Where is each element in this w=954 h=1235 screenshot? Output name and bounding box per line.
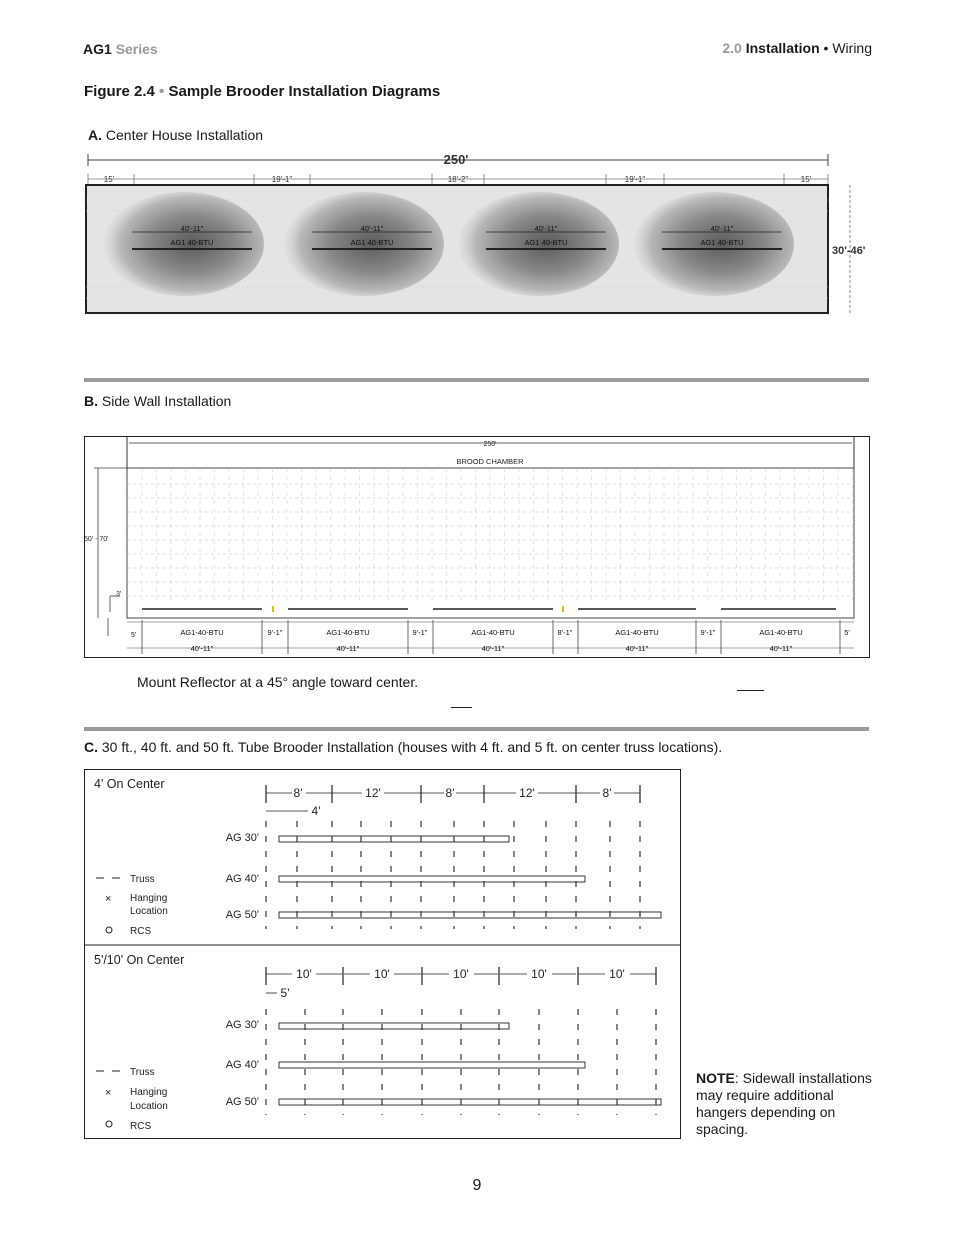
dim-label: 12'	[519, 786, 535, 800]
gap-label: 9'-1"	[412, 628, 428, 637]
segment-label: 19'-1"	[624, 175, 646, 184]
section-divider	[84, 727, 869, 731]
panel-2-title: 5'/10' On Center	[94, 953, 185, 967]
hanging-icon: ×	[105, 1087, 112, 1099]
diagram-c-caption	[84, 739, 722, 755]
section-subname: Wiring	[832, 40, 872, 56]
diagram-a-letter: A.	[88, 127, 102, 143]
brooder-label: AG1-40-BTU	[471, 628, 515, 637]
row-label: AG 30'	[225, 832, 259, 844]
segment-label: 15'	[800, 175, 812, 184]
row-label: AG 50'	[225, 1096, 259, 1108]
row-label: AG 30'	[225, 1019, 259, 1031]
section-divider	[84, 378, 869, 382]
total-length-label: 250'	[443, 152, 469, 167]
diagram-c-letter: C.	[84, 739, 98, 755]
side-wall-diagram	[84, 436, 870, 659]
total-length-label: 250'	[483, 441, 497, 448]
hanging-icon: ×	[105, 893, 112, 905]
tube-brooder-diagram	[84, 769, 682, 1140]
segment-label: 15'	[103, 175, 115, 184]
segment-label: 19'-1"	[271, 175, 293, 184]
diagram-c-text: 30 ft., 40 ft. and 50 ft. Tube Brooder Installation (houses with 4 ft. and 5 ft. on center truss locations).	[101, 739, 723, 755]
figure-heading: Sample Brooder Installation Diagrams	[168, 83, 441, 100]
diagram-b-text: Side Wall Installation	[101, 393, 232, 409]
brooder-label: AG1-40-BTU	[180, 628, 224, 637]
brooder-length: 40'-11"	[481, 644, 505, 653]
dim-label: 10'	[453, 967, 469, 981]
dim-label: 8'	[293, 786, 303, 800]
series-name: AG1	[83, 41, 112, 57]
brooder-length: 40'-11"	[190, 644, 214, 653]
gap-label: 9'-1"	[267, 628, 283, 637]
brood-chamber-label: BROOD CHAMBER	[456, 457, 524, 466]
offset-3-label: 3'	[116, 591, 122, 598]
legend-rcs: RCS	[130, 926, 152, 937]
panel-1-title: 4' On Center	[94, 777, 165, 791]
diagram-frame	[85, 437, 870, 658]
legend-location: Location	[130, 1101, 168, 1112]
diagram-a-text: Center House Installation	[105, 127, 264, 143]
brooder-length: 40'-11"	[360, 224, 384, 233]
brooder-length: 40'-11"	[180, 224, 204, 233]
dim-label: 12'	[365, 786, 381, 800]
figure-separator: •	[159, 83, 165, 100]
note-label: NOTE	[696, 1070, 735, 1086]
page-number: 9	[472, 1177, 482, 1194]
figure-title	[84, 83, 440, 100]
brooder-label: AG1-40-BTU	[326, 628, 370, 637]
diagram-b-caption	[84, 393, 231, 409]
series-title	[83, 41, 158, 57]
brooder-label: AG1 40-BTU	[700, 238, 744, 247]
brooder-length: 40'-11"	[336, 644, 360, 653]
dim-label: 10'	[531, 967, 547, 981]
decorative-dash	[451, 707, 472, 708]
dim-label: 10'	[296, 967, 312, 981]
legend-truss: Truss	[130, 874, 155, 885]
end-gap-label: 5'	[844, 628, 850, 637]
row-label: AG 40'	[225, 873, 259, 885]
section-header	[722, 40, 872, 56]
reflector-note: Mount Reflector at a 45° angle toward center.	[137, 674, 419, 690]
segment-label: 18'-2"	[447, 175, 469, 184]
offset-5-label: 5'	[131, 632, 137, 639]
gap-label: 9'-1"	[700, 628, 716, 637]
brooder-label: AG1 40-BTU	[524, 238, 568, 247]
center-house-diagram	[84, 148, 874, 320]
row-label: AG 40'	[225, 1059, 259, 1071]
diagram-b-letter: B.	[84, 393, 98, 409]
dim-label: 10'	[374, 967, 390, 981]
dim-label: 8'	[445, 786, 455, 800]
section-number: 2.0	[722, 40, 742, 56]
brooder-length: 40'-11"	[710, 224, 734, 233]
legend-rcs: RCS	[130, 1121, 152, 1132]
brooder-label: AG1-40-BTU	[615, 628, 659, 637]
dim-label: 10'	[609, 967, 625, 981]
section-separator: •	[823, 40, 829, 56]
decorative-dash	[737, 690, 764, 691]
width-range-label: 50' - 70'	[84, 536, 109, 543]
figure-label: Figure 2.4	[84, 83, 155, 100]
section-name: Installation	[745, 40, 820, 56]
brooder-label: AG1 40-BTU	[350, 238, 394, 247]
gap-label: 8'-1"	[557, 628, 573, 637]
legend-truss: Truss	[130, 1067, 155, 1078]
legend-location: Location	[130, 906, 168, 917]
diagram-a-caption	[88, 127, 263, 143]
sidewall-note	[696, 1070, 876, 1138]
legend-hanging: Hanging	[130, 1087, 168, 1098]
row-label: AG 50'	[225, 909, 259, 921]
sub-dim-label: 4'	[311, 804, 321, 818]
width-range-label: 30'-46'	[832, 245, 866, 257]
brooder-length: 40'-11"	[625, 644, 649, 653]
sub-dim-label: 5'	[280, 986, 290, 1000]
brooder-label: AG1 40-BTU	[170, 238, 214, 247]
brooder-length: 40'-11"	[769, 644, 793, 653]
note-text: : Sidewall installations may require additional hangers depending on spacing.	[696, 1070, 872, 1137]
brooder-label: AG1-40-BTU	[759, 628, 803, 637]
brooder-length: 40'-11"	[534, 224, 558, 233]
legend-hanging: Hanging	[130, 893, 168, 904]
series-label: Series	[115, 41, 158, 57]
dim-label: 8'	[602, 786, 612, 800]
